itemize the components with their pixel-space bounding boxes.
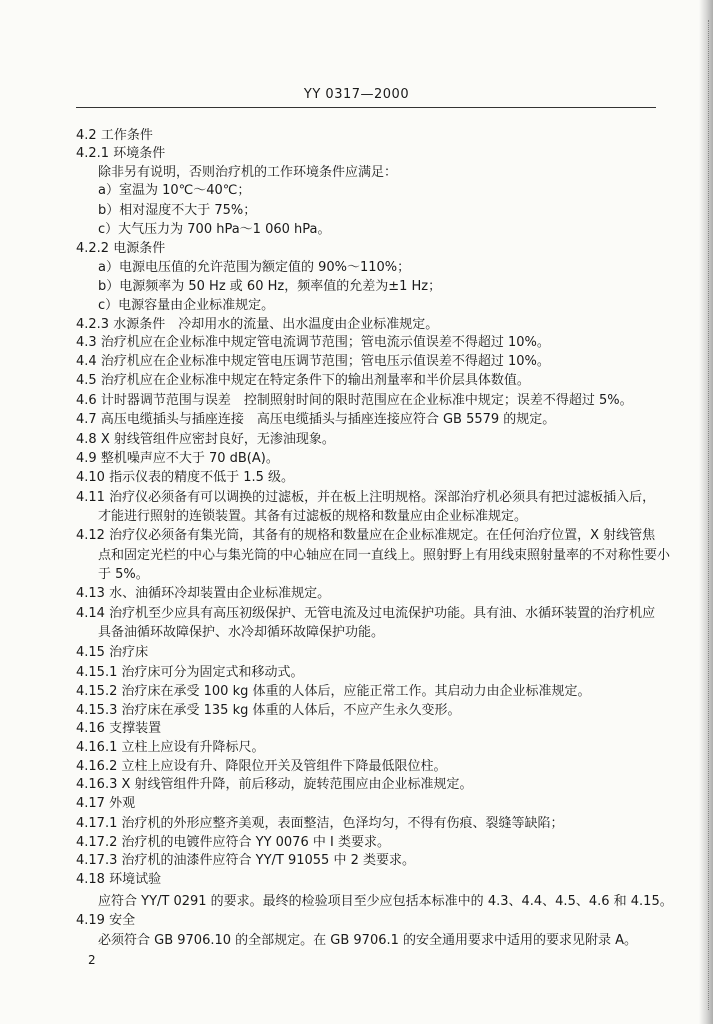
clause-number: 4.16.3: [76, 777, 118, 792]
clause-4-2-2: [76, 240, 165, 258]
clause-number: 4.17.2: [76, 835, 118, 850]
clause-text: b）相对湿度不大于 75%；: [98, 203, 257, 218]
clause-text: 治疗机的油漆件应符合 YY/T 91055 中 2 类要求。: [117, 853, 415, 868]
clause-text: 治疗机至少应具有高压初级保护、无管电流及过电流保护功能。具有油、水循环装置的治疗机应: [104, 606, 656, 621]
clause-text: 治疗机应在企业标准中规定管电流调节范围；管电流示值误差不得超过 10%。: [96, 335, 550, 350]
clause-text: 治疗床在承受 100 kg 体重的人体后，应能正常工作。其启动力由企业标准规定。: [117, 684, 591, 699]
clause-text: 必须符合 GB 9706.10 的全部规定。在 GB 9706.1 的安全通用要求中适用的要求见附录 A。: [98, 933, 638, 948]
clause-text-line: [98, 566, 149, 584]
clause-text: 电源条件: [109, 241, 166, 256]
clause-number: 4.5: [76, 373, 97, 388]
clause-text: 治疗机应在企业标准中规定管电压调节范围；管电压示值误差不得超过 10%。: [96, 354, 550, 369]
clause-number: 4.6: [76, 393, 97, 408]
header-rule: [76, 107, 656, 108]
clause-text: c）电源容量由企业标准规定。: [98, 298, 275, 313]
clause-text-line: [98, 893, 673, 911]
clause-4-16-1: [76, 739, 265, 757]
clause-text: a）室温为 10℃～40℃；: [98, 183, 251, 198]
clause-4-8: [76, 431, 335, 449]
clause-number: 4.7: [76, 412, 97, 427]
clause-4-17-2: [76, 834, 390, 852]
clause-number: 4.3: [76, 335, 97, 350]
clause-text: 治疗仪必须备有集光筒，其备有的规格和数量应在企业标准规定。在任何治疗位置，X 射线管焦: [104, 528, 656, 543]
clause-number: 4.10: [76, 470, 105, 485]
clause-4-17-1: [76, 815, 564, 833]
clause-text-line: [98, 297, 274, 315]
clause-number: 4.15.2: [76, 684, 118, 699]
clause-number: 4.14: [76, 606, 105, 621]
clause-text-line: [98, 202, 256, 220]
clause-text: 治疗床: [104, 645, 149, 660]
clause-4-9: [76, 450, 279, 468]
clause-text: 计时器调节范围与误差 控制照射时间的限时范围应在企业标准中规定；误差不得超过 5%。: [96, 393, 633, 408]
clause-text: X 射线管组件应密封良好，无渗油现象。: [96, 432, 335, 447]
clause-text-line: [98, 508, 527, 526]
clause-number: 4.8: [76, 432, 97, 447]
clause-text: 立柱上应设有升、降限位开关及管组件下降最低限位柱。: [117, 759, 447, 774]
clause-number: 4.4: [76, 354, 97, 369]
clause-4-10: [76, 469, 294, 487]
clause-4-15-1: [76, 664, 304, 682]
clause-text: b）电源频率为 50 Hz 或 60 Hz，频率值的允差为±1 Hz；: [98, 279, 442, 294]
clause-4-2-3: [76, 316, 438, 334]
clause-4-16-3: [76, 776, 473, 794]
clause-text: 于 5%。: [98, 567, 149, 582]
clause-text: 高压电缆插头与插座连接 高压电缆插头与插座连接应符合 GB 5579 的规定。: [96, 412, 556, 427]
clause-4-18: [76, 871, 161, 889]
clause-text: 治疗机的外形应整齐美观，表面整洁，色泽均匀，不得有伤痕、裂缝等缺陷；: [117, 816, 564, 831]
clause-text: 指示仪表的精度不低于 1.5 级。: [104, 470, 295, 485]
clause-number: 4.2: [76, 128, 97, 143]
clause-number: 4.17: [76, 796, 105, 811]
clause-number: 4.11: [76, 490, 105, 505]
clause-number: 4.17.3: [76, 853, 118, 868]
clause-number: 4.16.1: [76, 740, 118, 755]
clause-number: 4.12: [76, 528, 105, 543]
clause-text: 工作条件: [96, 128, 153, 143]
document-header: YY 0317—2000: [303, 87, 410, 102]
clause-number: 4.15: [76, 645, 105, 660]
clause-text-line: [98, 221, 331, 239]
clause-4-3: [76, 334, 550, 352]
clause-4-15: [76, 644, 148, 662]
clause-text: 治疗机应在企业标准中规定在特定条件下的输出剂量率和半价层具体数值。: [96, 373, 530, 388]
clause-text: 应符合 YY/T 0291 的要求。最终的检验项目至少应包括本标准中的 4.3、4.4、4.5、4.6 和 4.15。: [98, 894, 673, 909]
scan-edge-marks: [702, 20, 709, 1010]
clause-text-line: [98, 932, 637, 950]
clause-4-15-2: [76, 683, 590, 701]
clause-text: 立柱上应设有升降标尺。: [117, 740, 265, 755]
clause-text-line: [98, 182, 250, 200]
clause-text: 环境试验: [104, 872, 162, 887]
clause-text-line: [98, 547, 670, 565]
clause-text: 才能进行照射的连锁装置。其备有过滤板的规格和数量应由企业标准规定。: [98, 509, 528, 524]
clause-number: 4.2.3: [76, 317, 110, 332]
clause-text: 具备油循环故障保护、水冷却循环故障保护功能。: [98, 625, 385, 640]
clause-4-7: [76, 411, 555, 429]
clause-4-15-3: [76, 702, 460, 720]
clause-text: 整机噪声应不大于 70 dB(A)。: [96, 451, 279, 466]
clause-4-13: [76, 585, 330, 603]
clause-4-6: [76, 392, 633, 410]
clause-text: 点和固定光栏的中心与集光筒的中心轴应在同一直线上。照射野上有用线束照射量率的不对称性要小: [98, 548, 671, 563]
clause-text: a）电源电压值的允许范围为额定值的 90%～110%；: [98, 260, 411, 275]
page-number: 2: [88, 953, 96, 967]
clause-number: 4.18: [76, 872, 105, 887]
clause-text: 治疗仪必须备有可以调换的过滤板，并在板上注明规格。深部治疗机必须具有把过滤板插入后，: [104, 490, 656, 505]
clause-text: 支撑装置: [104, 721, 162, 736]
clause-number: 4.15.1: [76, 665, 118, 680]
clause-text: 安全: [104, 913, 136, 928]
clause-text-line: [98, 624, 384, 642]
clause-4-2-1: [76, 145, 165, 163]
clause-number: 4.2.2: [76, 241, 110, 256]
clause-4-11: [76, 489, 655, 507]
clause-4-17-3: [76, 852, 415, 870]
clause-text-line: [98, 278, 441, 296]
clause-text: 水、油循环冷却装置由企业标准规定。: [104, 586, 331, 601]
clause-text: X 射线管组件升降，前后移动，旋转范围应由企业标准规定。: [117, 777, 473, 792]
clause-4-2: [76, 127, 153, 145]
clause-number: 4.9: [76, 451, 97, 466]
clause-4-16-2: [76, 758, 447, 776]
clause-text: 外观: [104, 796, 136, 811]
clause-text: 除非另有说明，否则治疗机的工作环境条件应满足：: [98, 165, 398, 180]
clause-4-16: [76, 720, 161, 738]
clause-number: 4.13: [76, 586, 105, 601]
clause-text: 环境条件: [109, 146, 166, 161]
clause-number: 4.17.1: [76, 816, 118, 831]
clause-4-12: [76, 527, 655, 545]
clause-text-line: [98, 259, 410, 277]
clause-number: 4.16: [76, 721, 105, 736]
clause-text: 治疗机的电镀件应符合 YY 0076 中 I 类要求。: [117, 835, 390, 850]
clause-4-4: [76, 353, 550, 371]
clause-text-line: [98, 164, 397, 182]
clause-text: 治疗床可分为固定式和移动式。: [117, 665, 304, 680]
clause-number: 4.19: [76, 913, 105, 928]
clause-4-19: [76, 912, 135, 930]
clause-number: 4.16.2: [76, 759, 118, 774]
clause-number: 4.2.1: [76, 146, 110, 161]
clause-number: 4.15.3: [76, 703, 118, 718]
clause-4-14: [76, 605, 655, 623]
clause-4-5: [76, 372, 530, 390]
clause-text: c）大气压力为 700 hPa～1 060 hPa。: [98, 222, 331, 237]
clause-text: 水源条件 冷却用水的流量、出水温度由企业标准规定。: [109, 317, 439, 332]
clause-4-17: [76, 795, 135, 813]
clause-text: 治疗床在承受 135 kg 体重的人体后，不应产生永久变形。: [117, 703, 461, 718]
